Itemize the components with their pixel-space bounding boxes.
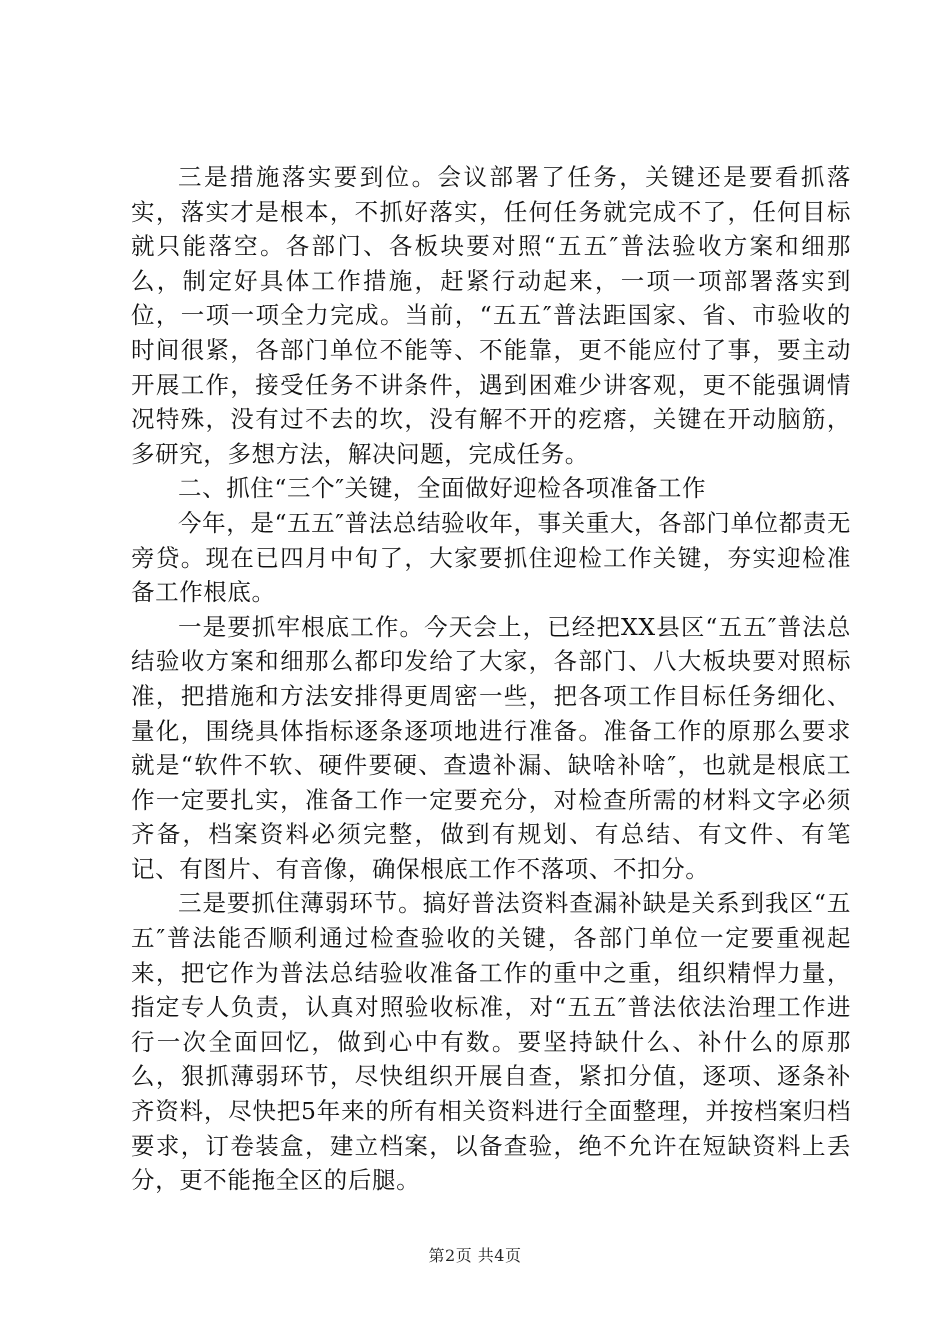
page-number-footer: 第2页 共4页 (428, 1246, 522, 1265)
paragraph-measures-implementation: 三是措施落实要到位。会议部署了任务，关键还是要看抓落实，落实才是根本，不抓好落实，任何任务就完成不了，任何目标就只能落空。各部门、各板块要对照“五五″普法验收方案和细那么，制定好具体工作措施，赶紧行动起来，一项一项部署落实到位，一项一项全力完成。当前，“五五″普法距国家、省、市验收的时间很紧，各部门单位不能等、不能靠，更不能应付了事，要主动开展工作，接受任务不讲条件，遇到困难少讲客观，更不能强调情况特殊，没有过不去的坎，没有解不开的疙瘩，关键在开动脑筋，多研究，多想方法，解决问题，完成任务。 (131, 163, 851, 468)
document-body (131, 160, 851, 1198)
paragraph-inspection-year: 今年，是“五五″普法总结验收年，事关重大，各部门单位都责无旁贷。现在已四月中旬了，大家要抓住迎检工作关键，夯实迎检准备工作根底。 (131, 508, 851, 607)
section-heading-three-keys: 二、抓住“三个″关键，全面做好迎检各项准备工作 (178, 474, 707, 503)
paragraph-foundation-work: 一是要抓牢根底工作。今天会上，已经把XX县区“五五″普法总结验收方案和细那么都印发给了大家，各部门、八大板块要对照标准，把措施和方法安排得更周密一些，把各项工作目标任务细化、量化，围绕具体指标逐条逐项地进行准备。准备工作的原那么要求就是“软件不软、硬件要硬、查遗补漏、缺啥补啥″，也就是根底工作一定要扎实，准备工作一定要充分，对检查所需的材料文字必须齐备，档案资料必须完整，做到有规划、有总结、有文件、有笔记、有图片、有音像，确保根底工作不落项、不扣分。 (131, 612, 851, 883)
paragraph-weak-links: 三是要抓住薄弱环节。搞好普法资料查漏补缺是关系到我区“五五″普法能否顺利通过检查验收的关键，各部门单位一定要重视起来，把它作为普法总结验收准备工作的重中之重，组织精悍力量，指定专人负责，认真对照验收标准，对“五五″普法依法治理工作进行一次全面回忆，做到心中有数。要坚持缺什么、补什么的原那么，狠抓薄弱环节，尽快组织开展自查，紧扣分值，逐项、逐条补齐资料，尽快把5年来的所有相关资料进行全面整理，并按档案归档要求，订卷装盒，建立档案，以备查验，绝不允许在短缺资料上丢分，更不能拖全区的后腿。 (131, 889, 851, 1195)
